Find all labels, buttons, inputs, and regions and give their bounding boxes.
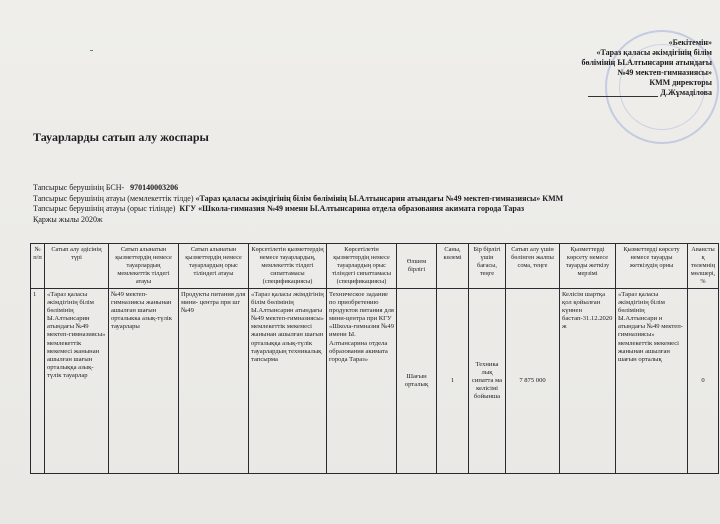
total-amount: 7 875 000 xyxy=(506,289,560,474)
signature-underline xyxy=(588,90,658,97)
approval-line: бөлімінің Ы.Алтынсарин атындағы xyxy=(581,58,712,67)
quantity: 1 xyxy=(437,289,469,474)
bin-label: Тапсырыс берушінің БСН- xyxy=(33,183,125,192)
delivery-term: Келісім шартқа қол қойылған күннен бастап-31.12.2020ж xyxy=(560,289,616,474)
approval-block xyxy=(520,38,712,98)
table-row xyxy=(31,289,719,474)
approval-signature-line xyxy=(520,88,712,98)
scan-speck xyxy=(90,50,93,51)
fiscal-year: Қаржы жылы 2020ж xyxy=(33,214,103,224)
name-kz-label: Тапсырыс берушінің атауы (мемлекеттік тілде) xyxy=(33,193,194,203)
row-number: 1 xyxy=(31,289,45,474)
header-cell: Өлшем бірлігі xyxy=(397,244,437,289)
header-cell: Сатып алынатын қызметтердің немесе тауарлардың мемлекеттік тілдегі атауы xyxy=(109,244,179,289)
header-cell: Көрсетілетін қызметтердің немесе тауарлардың, мемлекеттік тілдегі сипаттамасы (спецификациясы) xyxy=(249,244,327,289)
procurement-table xyxy=(30,243,719,474)
delivery-place: «Тараз қаласы әкімдігінің білім бөлімінің Ы.Алтынсари н атындағы №49 мектеп-гимназиясы» мемлекеттік мекемесі жанынан ашылған шағын орталық xyxy=(616,289,688,474)
header-cell: № п/п xyxy=(31,244,45,289)
page-title: Тауарларды сатып алу жоспары xyxy=(33,130,209,144)
item-name-ru: Продукты питания для мини- центра при шг №49 xyxy=(179,289,249,474)
approval-line: «Тараз қаласы әкімдігінің білім xyxy=(596,48,712,57)
header-cell: Аванстық төлемнің мөлшері, % xyxy=(688,244,719,289)
header-cell: Қызметтерді көрсету немесе тауарды жеткізу мерзімі xyxy=(560,244,616,289)
approval-line: №49 мектеп-гимназиясы» xyxy=(617,68,712,77)
approval-line: «Бекітемін» xyxy=(668,38,712,47)
table-header-row xyxy=(31,244,719,289)
advance-payment: 0 xyxy=(688,289,719,474)
name-kz-value: «Тараз қаласы әкімдігінің білім бөлімінің Ы.Алтынсарин атындағы №49 мектеп-гимназиясы» КММ xyxy=(195,193,564,203)
spec-ru: Техническое задание по приобретению продуктов питания для мини-центра при КГУ «Школа-гимназия №49 имени Ы. Алтынсарина отдела образования акимата города Тараз» xyxy=(327,289,397,474)
header-cell: Қызметтерді көрсету немесе тауарды жеткізудің орны xyxy=(616,244,688,289)
header-cell: Көрсетілетін қызметтердің немесе тауарлардың орыс тіліндегі сипаттамасы (спецификациясы) xyxy=(327,244,397,289)
item-name-kz: №49 мектеп-гимназиясы жанынан ашылған шағын орталыкка азық-түлік тауарлары xyxy=(109,289,179,474)
name-ru-label: Тапсырыс берушінің атауы (орыс тілінде) xyxy=(33,204,176,213)
header-cell: Саны, көлемі xyxy=(437,244,469,289)
unit-price: Техника лық сипатта ма келісімі бойынша xyxy=(469,289,506,474)
header-cell: Сатып алу әдісінің түрі xyxy=(45,244,109,289)
customer-meta xyxy=(33,183,563,225)
unit: Шағын орталық xyxy=(397,289,437,474)
spec-kz: «Тараз қаласы әкімдігінің білім бөлімінің Ы.Алтынсарин атындағы №49 мектеп-гимназиясы» мемлекеттік мекемесі жанынан ашылған шағын орталыққа азық-түлік тауарлардың техникалық тапсырма xyxy=(249,289,327,474)
header-cell: Сатып алу үшін бөлінген жалпы сома, теңге xyxy=(506,244,560,289)
bin-value: 970140003206 xyxy=(130,183,179,192)
procurement-method: «Тараз қаласы әкімдігінің білім бөлімінің Ы.Алтынсарин атындағы №49 мектеп-гимназиясы» мемлекеттік мекемесі жанынан ашылған шағын орталыққа азық-түлік тауарлар xyxy=(45,289,109,474)
header-cell: Сатып алынатын қызметтердің немесе тауарлардың орыс тіліндегі атауы xyxy=(179,244,249,289)
bin-line xyxy=(33,183,563,194)
name-ru-value: КГУ «Школа-гимназия №49 имени Ы.Алтынсарина отдела образования акимата города Тараз xyxy=(179,204,525,213)
approval-line: КММ директоры xyxy=(649,78,712,87)
header-cell: Бір бірлігі үшін бағасы, теңге xyxy=(469,244,506,289)
director-name: Д.Жұмаділова xyxy=(660,88,712,97)
name-ru-line xyxy=(33,204,563,215)
name-kz-line xyxy=(33,194,563,205)
